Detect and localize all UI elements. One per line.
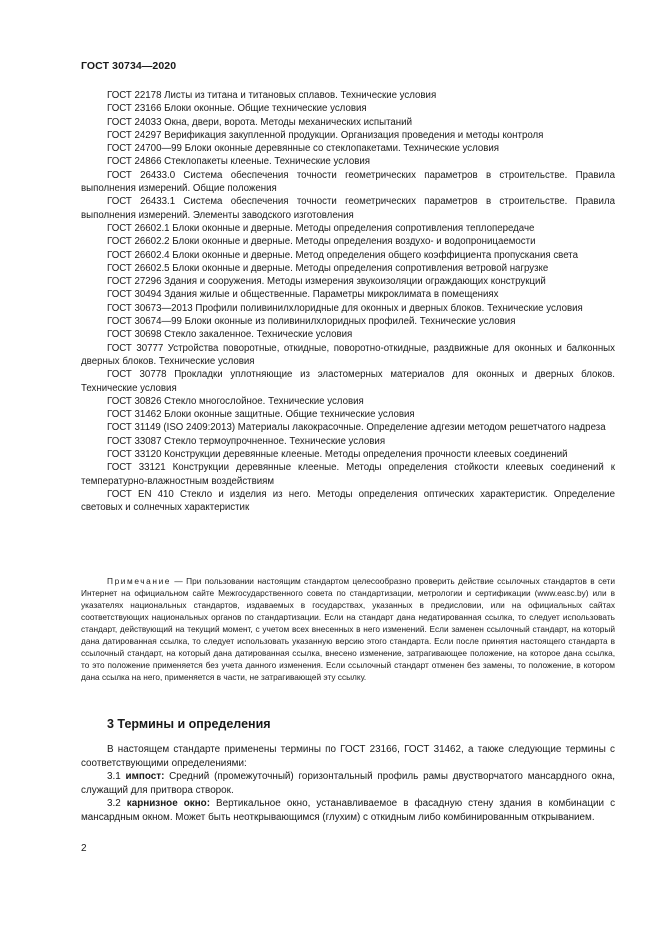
- term-text: Вертикальное окно, устанавливаемое в фасадную стену здания в комбинации с мансардным окном. Может быть неоткрывающимся (глухим) с откидным либо комбинированным открыванием.: [81, 798, 616, 823]
- reference-item: ГОСТ 30673—2013 Профили поливинилхлоридные для оконных и дверных блоков. Технические условия: [107, 302, 583, 314]
- reference-item: ГОСТ 30674—99 Блоки оконные из поливинилхлоридных профилей. Технические условия: [107, 316, 516, 328]
- term-definition: [81, 770, 615, 797]
- reference-item: ГОСТ EN 410 Стекло и изделия из него. Методы определения оптических характеристик. Определение световых и солнечных характеристик: [81, 488, 615, 514]
- reference-item: ГОСТ 26602.4 Блоки оконные и дверные. Метод определения общего коэффициента пропускания света: [107, 249, 578, 261]
- term-name: карнизное окно:: [126, 798, 210, 810]
- reference-item: ГОСТ 30778 Прокладки уплотняющие из эластомерных материалов для оконных и дверных блоков. Технические условия: [81, 369, 615, 394]
- reference-item: ГОСТ 23166 Блоки оконные. Общие технические условия: [107, 103, 367, 115]
- reference-item: ГОСТ 26433.1 Система обеспечения точности геометрических параметров в строительстве. Правила выполнения измерений. Элементы заводского изготовления: [81, 196, 615, 221]
- reference-item: ГОСТ 24033 Окна, двери, ворота. Методы механических испытаний: [107, 116, 412, 128]
- term-definition: [81, 797, 615, 824]
- normative-references-list: [81, 89, 615, 515]
- section-heading: 3 Термины и определения: [107, 717, 271, 731]
- reference-item: ГОСТ 22178 Листы из титана и титановых сплавов. Технические условия: [107, 90, 437, 101]
- term-number: 3.1: [107, 771, 126, 783]
- reference-item: ГОСТ 24866 Стеклопакеты клееные. Технические условия: [107, 156, 371, 168]
- section-body: [81, 743, 615, 825]
- reference-item: ГОСТ 27296 Здания и сооружения. Методы измерения звукоизоляции ограждающих конструкций: [107, 276, 546, 288]
- document-header: ГОСТ 30734—2020: [81, 60, 177, 72]
- section-intro: В настоящем стандарте применены термины по ГОСТ 23166, ГОСТ 31462, а также следующие термины с соответствующими определениями:: [81, 744, 615, 769]
- reference-item: ГОСТ 30777 Устройства поворотные, откидные, поворотно-откидные, раздвижные для оконных и балконных дверных блоков. Технические условия: [81, 342, 615, 367]
- reference-item: ГОСТ 24297 Верификация закупленной продукции. Организация проведения и методы контроля: [107, 129, 544, 141]
- reference-item: ГОСТ 26602.2 Блоки оконные и дверные. Методы определения воздухо- и водопроницаемости: [107, 236, 536, 248]
- term-text: Средний (промежуточный) горизонтальный профиль рамы двустворчатого мансардного окна, служащий для притвора створок.: [81, 771, 615, 796]
- reference-item: ГОСТ 26602.5 Блоки оконные и дверные. Методы определения сопротивления ветровой нагрузке: [107, 262, 549, 274]
- reference-item: ГОСТ 33120 Конструкции деревянные клееные. Методы определения прочности клеевых соединений: [107, 449, 568, 461]
- reference-item: ГОСТ 33121 Конструкции деревянные клееные. Методы определения стойкости клеевых соединений к температурно-влажностным воздействиям: [81, 462, 615, 487]
- term-name: импост:: [125, 771, 165, 783]
- references-note: [81, 575, 615, 683]
- reference-item: ГОСТ 26433.0 Система обеспечения точности геометрических параметров в строительстве. Правила выполнения измерений. Общие положения: [81, 169, 615, 195]
- reference-item: ГОСТ 30698 Стекло закаленное. Технические условия: [107, 329, 353, 341]
- reference-item: ГОСТ 30494 Здания жилые и общественные. Параметры микроклимата в помещениях: [107, 289, 499, 301]
- reference-item: ГОСТ 33087 Стекло термоупрочненное. Технические условия: [107, 435, 386, 447]
- note-label: Примечание: [107, 576, 172, 586]
- reference-item: ГОСТ 31149 (ISO 2409:2013) Материалы лакокрасочные. Определение адгезии методом решетчатого надреза: [107, 422, 606, 434]
- term-number: 3.2: [107, 798, 127, 810]
- page-number: 2: [81, 843, 87, 854]
- reference-item: ГОСТ 26602.1 Блоки оконные и дверные. Методы определения сопротивления теплопередаче: [107, 222, 535, 234]
- reference-item: ГОСТ 31462 Блоки оконные защитные. Общие технические условия: [107, 409, 415, 421]
- note-text: — При пользовании настоящим стандартом целесообразно проверить действие ссылочных стандартов в сети Интернет на официальном сайте Межгосударственного совета по стандартизации, метрологии и сертификации (www.easc.by) или в указателях национальных стандартов, издаваемых в государствах, указанных в предисловии, или на официальных сайтах соответствующих национальных органов по стандартизации. Если на стандарт дана недатированная ссылка, то следует использовать стандарт, действующий на текущий момент, с учетом всех внесенных в него изменений. Если заменен ссылочный стандарт, на который дана датированная ссылка, то следует использовать указанную версию этого стандарта. Если после принятия настоящего стандарта в ссылочный стандарт, на который дана датированная ссылка, внесено изменение, затрагивающее положение, на которое дана ссылка, то это положение применяется без учета данного изменения. Если ссылочный стандарт отменен без замены, то положение, в котором дана ссылка на него, применяется в части, не затрагивающей эту ссылку.: [81, 576, 615, 682]
- reference-item: ГОСТ 30826 Стекло многослойное. Технические условия: [107, 395, 364, 407]
- reference-item: ГОСТ 24700—99 Блоки оконные деревянные со стеклопакетами. Технические условия: [107, 143, 500, 155]
